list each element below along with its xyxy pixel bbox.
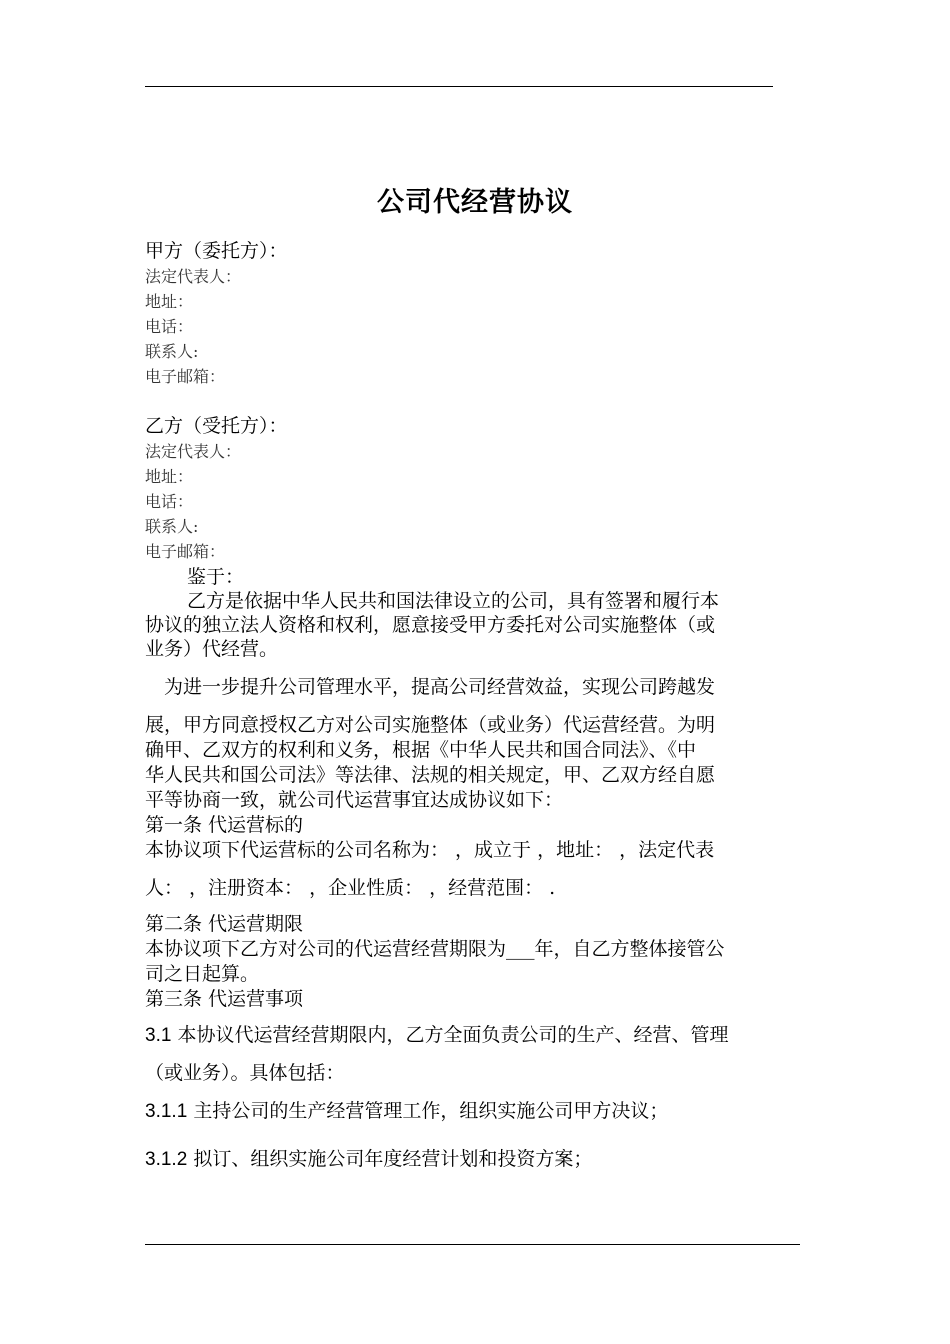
paragraph-line: 平等协商一致，就公司代运营事宜达成协议如下：	[145, 789, 564, 811]
clause-number: 3.1.2	[145, 1149, 188, 1170]
clause-3-1-1	[145, 1096, 668, 1123]
paragraph-line: 人： ，注册资本： ，企业性质： ，经营范围： .	[145, 877, 556, 899]
header-rule	[145, 86, 773, 87]
party-b-heading: 乙方（受托方）：	[145, 415, 288, 437]
party-b-email: 电子邮箱：	[145, 542, 226, 561]
paragraph-line: 业务）代经营。	[145, 638, 279, 660]
whereas-label: 鉴于：	[187, 566, 245, 588]
paragraph-line: 司之日起算。	[145, 963, 260, 985]
paragraph-line: 本协议项下代运营标的公司名称为： ，成立于 ，地址： ，法定代表	[145, 839, 715, 861]
paragraph-line: 本协议项下乙方对公司的代运营经营期限为___年，自乙方整体接管公	[145, 938, 725, 960]
paragraph-line: 为进一步提升公司管理水平，提高公司经营效益，实现公司跨越发	[164, 676, 716, 698]
paragraph-line: 乙方是依据中华人民共和国法律设立的公司，具有签署和履行本	[187, 590, 720, 612]
paragraph-line: 展，甲方同意授权乙方对公司实施整体（或业务）代运营经营。为明	[145, 714, 716, 736]
paragraph-line: （或业务）。具体包括：	[145, 1062, 345, 1084]
party-a-address: 地址：	[145, 292, 194, 311]
party-a-heading: 甲方（委托方）：	[145, 240, 288, 262]
article-2-title: 第二条 代运营期限	[145, 913, 304, 935]
clause-3-1	[145, 1020, 728, 1047]
party-a-legal-rep: 法定代表人：	[145, 267, 242, 286]
party-b-contact: 联系人:	[145, 517, 199, 536]
clause-text: 主持公司的生产经营管理工作，组织实施公司甲方决议；	[193, 1100, 669, 1122]
paragraph-line: 确甲、乙双方的权利和义务，根据《中华人民共和国合同法》、《中	[145, 739, 697, 761]
paragraph-line: 华人民共和国公司法》等法律、法规的相关规定，甲、乙双方经自愿	[145, 764, 716, 786]
footer-rule	[145, 1244, 800, 1245]
party-b-legal-rep: 法定代表人：	[145, 442, 242, 461]
paragraph-line: 协议的独立法人资格和权利，愿意接受甲方委托对公司实施整体（或	[145, 614, 716, 636]
clause-3-1-2	[145, 1144, 592, 1171]
party-b-address: 地址：	[145, 467, 194, 486]
article-1-title: 第一条 代运营标的	[145, 814, 304, 836]
clause-text: 拟订、组织实施公司年度经营计划和投资方案；	[193, 1148, 593, 1170]
party-a-contact: 联系人:	[145, 342, 199, 361]
party-b-phone: 电话：	[145, 492, 194, 511]
clause-number: 3.1.1	[145, 1101, 188, 1122]
document-title: 公司代经营协议	[377, 187, 573, 218]
article-3-title: 第三条 代运营事项	[145, 988, 304, 1010]
party-a-phone: 电话：	[145, 317, 194, 336]
party-a-email: 电子邮箱：	[145, 367, 226, 386]
clause-text: 本协议代运营经营期限内，乙方全面负责公司的生产、经营、管理	[177, 1024, 729, 1046]
clause-number: 3.1	[145, 1025, 172, 1046]
